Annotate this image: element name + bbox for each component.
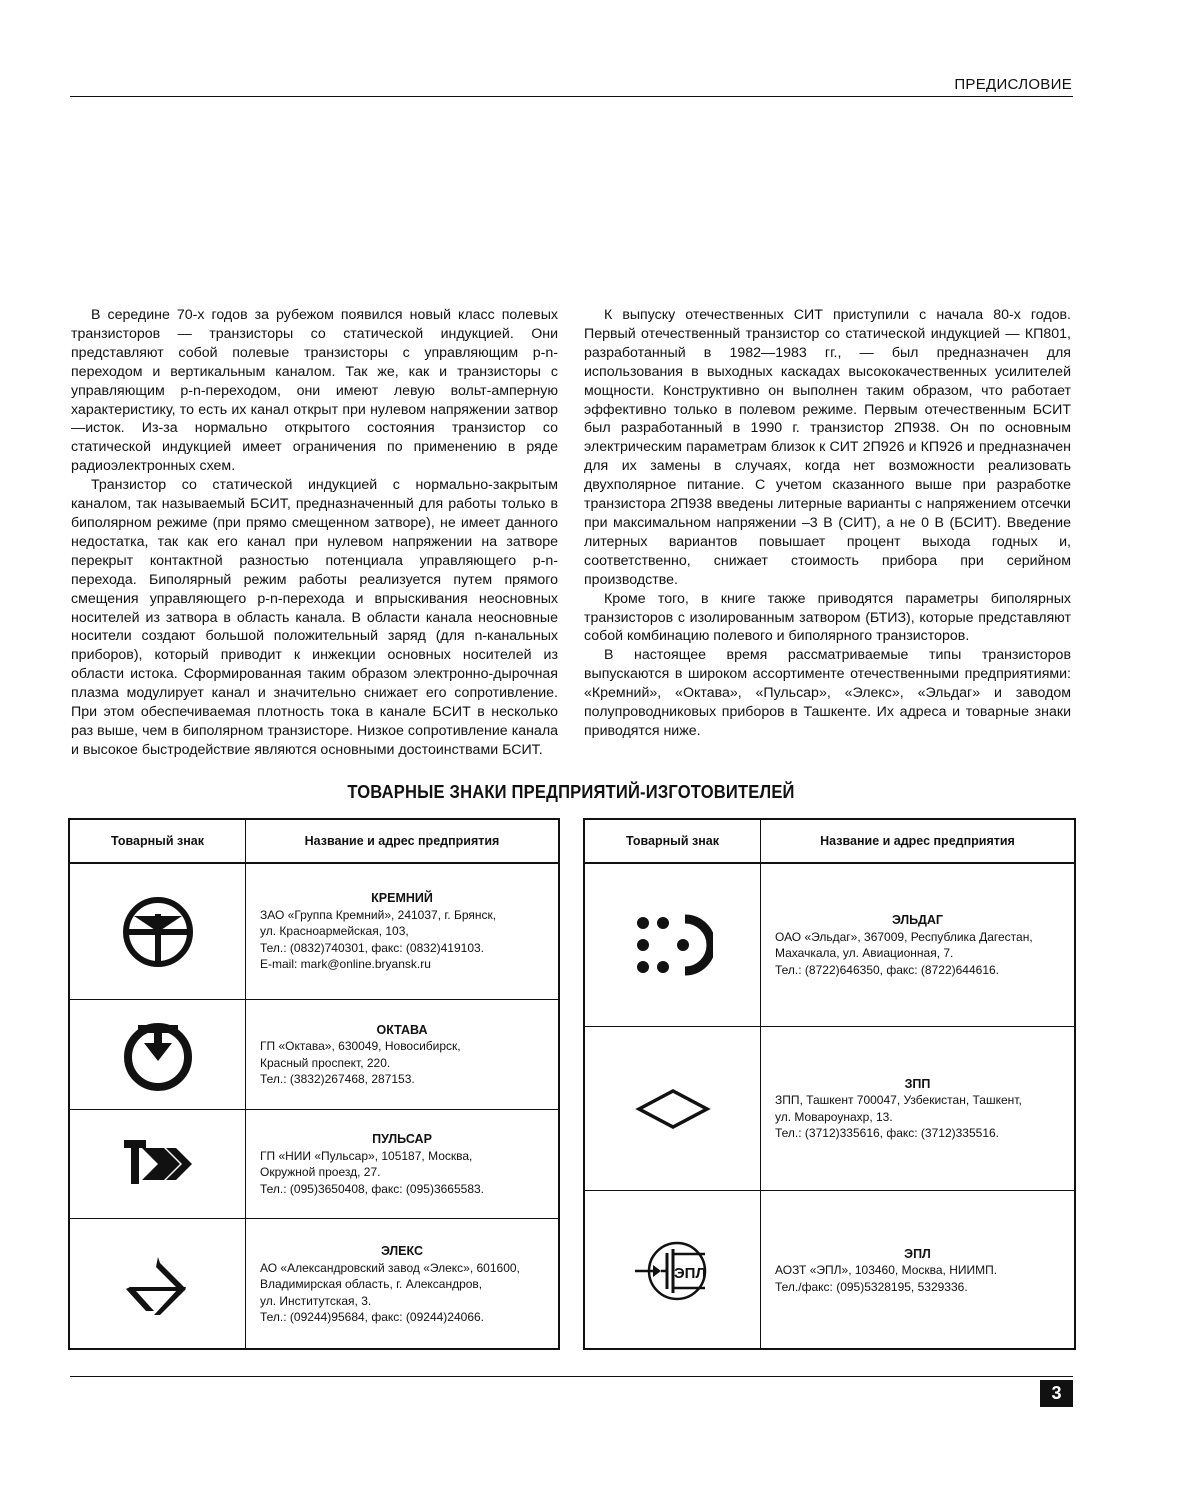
mark-cell	[585, 1027, 761, 1190]
addr-line: ГП «Октава», 630049, Новосибирск,	[260, 1039, 461, 1053]
addr-line: АОЗТ «ЭПЛ», 103460, Москва, НИИМП.	[775, 1263, 998, 1278]
header-cell-mark: Товарный знак	[585, 820, 761, 862]
addr-line: Тел.: (09244)95684, факс: (09244)24066.	[260, 1310, 484, 1325]
header-cell-company: Название и адрес предприятия	[820, 834, 1015, 848]
addr-line: Тел.: (095)3650408, факс: (095)3665583.	[260, 1181, 484, 1196]
table-row	[585, 1191, 1074, 1350]
table-row	[585, 1027, 1074, 1191]
org-name: ЭЛЬДАГ	[891, 913, 944, 927]
addr-line: Владимирская область, г. Александров,	[260, 1277, 483, 1292]
table-row	[70, 1000, 558, 1110]
company-cell	[246, 1000, 558, 1109]
table-header-row	[585, 820, 1074, 864]
org-name: ЗПП	[904, 1076, 931, 1091]
header-cell-mark: Товарный знак	[70, 820, 246, 862]
running-header-title: ПРЕДИСЛОВИЕ	[954, 76, 1072, 93]
company-cell	[246, 864, 558, 999]
org-name: ЭЛЕКС	[380, 1244, 424, 1259]
mark-cell	[70, 1000, 246, 1109]
paragraph: Транзистор со статической индукцией с нормально-закрытым каналом, так называемый БСИТ, предназначенный для работы только в биполярном режиме (при прямо смещенном затворе), не имеет данного недостатка, так как его канал при нулевом напряжении на затворе перекрыт контактной разностью потенциала управляющего p-n-перехода. Биполярный режим работы реализуется путем прямого смещения управляющего p-n-перехода и впрыскивания неосновных носителей из затвора в область канала. В области канала неосновные носители создают большой положительный заряд (для n-канальных приборов), который приводит к инжекции основных носителей из области истока. Сформированная таким образом электронно-дырочная плазма модулирует канал и значительно снижает его сопротивление. При этом обеспечиваемая плотность тока в канале БСИТ в несколько раз выше, чем в биполярном транзисторе. Низкое сопротивление канала и высокое быстродействие являются основными достоинствами БСИТ.	[71, 477, 558, 758]
org-name: ОКТАВА	[376, 1022, 428, 1037]
oktava-logo-icon	[120, 1017, 196, 1093]
pulsar-logo-icon	[120, 1134, 196, 1194]
addr-line: Тел.: (0832)740301, факс: (0832)419103.	[260, 940, 484, 955]
addr-line: Тел.: (3712)335616, факс: (3712)335516.	[775, 1126, 999, 1140]
addr-line: Махачкала, ул. Авиационная, 7.	[775, 946, 954, 960]
addr-line: ЗПП, Ташкент 700047, Узбекистан, Ташкент,	[775, 1093, 1022, 1107]
eleks-logo-icon	[120, 1247, 196, 1323]
header-rule	[70, 96, 1073, 97]
paragraph: К выпуску отечественных СИТ приступили с начала 80-х годов. Первый отечественный транзистор со статической индукцией — КП801, разработанный в 1982—1983 гг., — был предназначен для использования в выходных каскадах высококачественных усилителей мощности. Конструктивно он выполнен таким образом, что работает эффективно только в полевом режиме. Первым отечественным БСИТ был разработанный в 1990 г. транзистор 2П938. Он по основным электрическим параметрам близок к СИТ 2П926 и КП926 и предназначен для их замены в случаях, когда нет возможности реализовать двухполярное питание. С учетом сказанного выше при разработке транзистора 2П938 введены литерные варианты с напряжением отсечки при максимальном напряжении –3 В (СИТ), а не 0 В (БСИТ). Введение литерных вариантов повышает процент выхода годных и, соответственно, снижает стоимость прибора при серийном производстве.	[584, 307, 1071, 588]
table-row	[70, 1219, 558, 1350]
addr-line: ул. Мовароунахр, 13.	[775, 1109, 893, 1124]
company-cell	[761, 1191, 1074, 1350]
eldag-logo-icon	[633, 913, 713, 977]
mark-cell	[585, 1191, 761, 1350]
section-heading: ТОВАРНЫЕ ЗНАКИ ПРЕДПРИЯТИЙ-ИЗГОТОВИТЕЛЕЙ	[347, 782, 795, 802]
mark-cell	[585, 864, 761, 1026]
org-name: КРЕМНИЙ	[371, 891, 433, 906]
org-name: ЭПЛ	[904, 1246, 931, 1261]
zpp-logo-icon	[633, 1087, 713, 1131]
trademark-table-right	[583, 818, 1076, 1350]
addr-line: ул. Красноармейская, 103,	[260, 924, 409, 939]
paragraph: Кроме того, в книге также приводятся параметры биполярных транзисторов с изолированным затвором (БТИЗ), которые представляют собой комбинацию полевого и биполярного транзисторов.	[584, 590, 1071, 645]
company-cell	[761, 864, 1074, 1026]
page-number: 3	[1040, 1380, 1073, 1407]
addr-line: Окружной проезд, 27.	[260, 1165, 381, 1179]
table-row	[585, 864, 1074, 1027]
org-name: ПУЛЬСАР	[372, 1132, 432, 1146]
addr-line: ОАО «Эльдаг», 367009, Республика Дагестан,	[775, 929, 1033, 944]
addr-line: ул. Институтская, 3.	[260, 1293, 372, 1308]
kremniy-logo-icon	[120, 894, 196, 970]
addr-line: Тел./факс: (095)5328195, 5329336.	[775, 1279, 968, 1294]
paragraph: В середине 70-х годов за рубежом появился новый класс полевых транзисторов — транзисторы со статической индукцией. Они представляют собой полевые транзисторы с управляющим p-n-переходом и вертикальным каналом. Так же, как и транзисторы с управляющим p-n-переходом, они имеют левую вольт-амперную характеристику, то есть их канал открыт при нулевом напряжении затвор—исток. Из-за нормально открытого состояния транзистор со статической индукцией имеет ограничения по применению в ряде радиоэлектронных схем.	[71, 307, 558, 475]
table-row	[70, 864, 558, 1000]
mark-cell	[70, 1110, 246, 1218]
addr-line: АО «Александровский завод «Элекс», 601600,	[260, 1260, 520, 1275]
mark-cell	[70, 1219, 246, 1350]
table-row	[70, 1110, 558, 1219]
addr-line: Тел.: (3832)267468, 287153.	[260, 1072, 415, 1086]
header-cell-company: Название и адрес предприятия	[304, 834, 500, 848]
addr-line: ЗАО «Группа Кремний», 241037, г. Брянск,	[260, 907, 497, 922]
mark-cell	[70, 864, 246, 999]
addr-line: Красный проспект, 220.	[260, 1055, 391, 1070]
addr-line: Тел.: (8722)646350, факс: (8722)644616.	[775, 962, 999, 977]
epl-logo-text: ЭПЛ	[673, 1264, 706, 1282]
company-cell	[246, 1219, 558, 1350]
company-cell	[761, 1027, 1074, 1190]
footer-rule	[70, 1376, 1073, 1377]
epl-logo-icon	[633, 1236, 713, 1306]
trademark-table-left	[68, 818, 560, 1350]
addr-line: E-mail: mark@online.bryansk.ru	[260, 957, 431, 972]
paragraph: В настоящее время рассматриваемые типы транзисторов выпускаются в широком ассортименте отечественными предприятиями: «Кремний», «Октава», «Пульсар», «Элекс», «Эльдаг» и заводом полупроводниковых приборов в Ташкенте. Их адреса и товарные знаки приводятся ниже.	[584, 647, 1071, 739]
left-text-column	[71, 306, 558, 760]
company-cell	[246, 1110, 558, 1218]
addr-line: ГП «НИИ «Пульсар», 105187, Москва,	[260, 1148, 473, 1163]
table-header-row	[70, 820, 558, 864]
right-text-column	[584, 306, 1071, 741]
